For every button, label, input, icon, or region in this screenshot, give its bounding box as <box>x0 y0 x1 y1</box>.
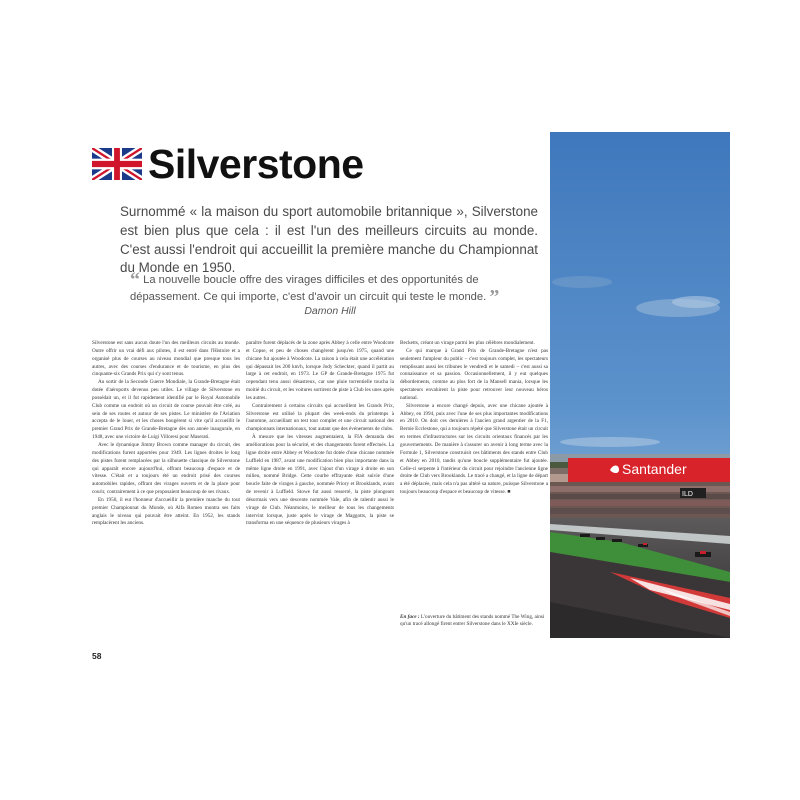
page-title: Silverstone <box>148 141 364 187</box>
column-paragraph: Contrairement à certains circuits qui accueillent les Grands Prix, Silverstone est utilisé la plupart des week-ends du printemps à l'automne, accueillant un test tout complet et une circuit national des championnats internationaux, tout autant que des événements de clubs. <box>246 402 394 433</box>
text-column-3 <box>400 340 548 497</box>
column-paragraph: Silverstone a encore changé depuis, avec une chicane ajoutée à Abbey, en 1994, puis avec l'une de ses plus importantes modifications en 2010. On doit ces dernières à l'ancien grand argentier de la F1, Bernie Ecclestone, qui a toujours répété que Silverstone était un circuit en termes d'infrastructures sur les circuits orientaux financés par les gouvernements. De manière à s'assurer un avenir à long terme avec la Formule 1, Silverstone construisit ces bâtiments des stands entre Club et Abbey en 2010, tandis qu'une boucle supplémentaire fut ajoutée. Celle-ci serpente à l'intérieur du circuit pour rejoindre l'ancienne ligne droite de Club vers Brooklands. Le tracé a changé, et la ligne de départ a été déplacée, mais cela n'a pas altéré sa nature, puisque Silverstone a toujours beaucoup d'espace et beaucoup de vitesse. ■ <box>400 402 548 496</box>
text-column-1 <box>92 340 240 528</box>
caption-text: L'ouverture du bâtiment des stands nommé The Wing, ainsi qu'un tracé allongé firent entrer Silverstone dans le XXIe siècle. <box>400 614 545 628</box>
column-paragraph: Becketts, créant un virage parmi les plus célèbres mondialement. <box>400 340 535 346</box>
column-paragraph: Ce qui marque à Grand Prix de Grande-Bretagne n'est pas seulement l'ampleur du public – c'est toujours complet, les spectateurs remplissant aussi les tribunes le vendredi et le samedi – c'est aussi sa connaissance et sa passion. Occasionnellement, il y eut quelques débordements, comme au plus fort de la Mansell mania, lorsque les spectateurs envahirent la piste pour retrouver leur nouveau héros national. <box>400 347 548 401</box>
svg-text:ILD: ILD <box>682 491 693 498</box>
column-paragraph: Avec le dynamique Jimmy Brown comme manager du circuit, des modifications furent apportées pour 1949. Les lignes droites le long des pistes furent remplacées par la silhouette classique de Silverstone qui apparaît encore aujourd'hui, offrant beaucoup d'espace et de vitesse. C'était et a toujours été un endroit prisé des courses automobiles rapides, offrant des virages ouverts et de la place pour courir, contrairement à ce que proposaient beaucoup de ses rivaux. <box>92 441 240 496</box>
uk-flag-icon <box>92 148 142 180</box>
pull-quote <box>130 269 520 308</box>
sponsor-banner-text: Santander <box>622 461 687 477</box>
silverstone-track-photo <box>550 132 730 638</box>
photo-caption <box>400 614 550 629</box>
text-column-2 <box>246 340 394 528</box>
column-paragraph: paraître furent déplacés de la zone après Abbey à celle entre Woodcote et Copse, et peu de choses changèrent jusqu'en 1975, quand une chicane fut ajoutée à Woodcote. La raison à cela était une accélération qui dépassait les 200 km/h, lorsque Jody Scheckter, quand il partit au large à cet endroit, en 1973. Le GP de Grande-Bretagne 1975 fut cependant tenu aussi désastreux, car une pluie torrentielle toucha la moitié du circuit, et les voitures sortirent de piste à Club les unes après les autres. <box>246 340 394 401</box>
column-paragraph: Silverstone est sans aucun doute l'un des meilleurs circuits au monde. Outre offrir un vrai défi aux pilotes, il est entré dans l'Histoire et a organisé plus de courses au niveau mondial que presque tous les autres, avec des courses d'endurance et de tourisme, en plus des cinquante-six Grands Prix qui s'y sont tenus. <box>92 340 240 378</box>
quote-author: Damon Hill <box>304 305 356 317</box>
caption-lead: En face : <box>400 614 420 620</box>
intro-paragraph: Surnommé « la maison du sport automobile britannique », Silverstone est bien plus que cela : il est l'un des meilleurs circuits au monde. C'est aussi l'endroit qui accueillit la première manche du Championnat du Monde en 1950. <box>120 204 538 276</box>
column-paragraph: À mesure que les vitesses augmentaient, la FIA demanda des améliorations pour la sécurité, et des changements furent effectués. La ligne droite entre Abbey et Woodcote fut dotée d'une chicane nommée Luffield en 1987, avant une modification bien plus importante dans la même ligne droite en 1991, avec l'ajout d'un virage à droite en son milieu, nommé Bridge. Cette courbe effrayante était suivie d'une boucle faite de virages à gauche, nommée Priory et Brooklands, avant de revenir à Luffield. Stowe fut aussi resserré, la piste plongeant désormais vers une descente nommée Vale, afin de ralentir aussi le virage de Club. Néanmoins, le meilleur de tous les changements intervint lorsque, juste après le virage de Maggotts, la piste se transforma en une séquence de plusieurs virages à <box>246 434 394 527</box>
column-paragraph: Au sortir de la Seconde Guerre Mondiale, la Grande-Bretagne était dotée d'aéroports devenus peu utiles. Le village de Silverstone en possédait un, et il fut rapidement identifié par le Royal Automobile Club comme un endroit où un circuit de course pouvait être créé, au sein de ses routes et autour de ses pistes. Le ministère de l'Aviation accepta de le louer, et les choses bougèrent si vite qu'il accueillit le premier Grand Prix de Grande-Bretagne dès son année inaugurale, en 1948, avec une victoire de Luigi Villoresi pour Maserati. <box>92 379 240 441</box>
pull-quote-text: La nouvelle boucle offre des virages difficiles et des opportunités de dépassement. Ce qui importe, c'est d'avoir un circuit qui teste le monde. <box>130 274 487 303</box>
title-row <box>92 142 364 186</box>
column-paragraph: En 1950, il eut l'honneur d'accueillir la première manche du tout premier Championnat du Monde, où Alfa Romeo montra ses faits anglais le niveau qui pouvait être atteint. En 1952, les stands remplacèrent les anciens. <box>92 496 240 527</box>
close-quote-icon: ” <box>489 286 500 308</box>
open-quote-icon: “ <box>130 269 140 291</box>
page-number: 58 <box>92 651 102 661</box>
